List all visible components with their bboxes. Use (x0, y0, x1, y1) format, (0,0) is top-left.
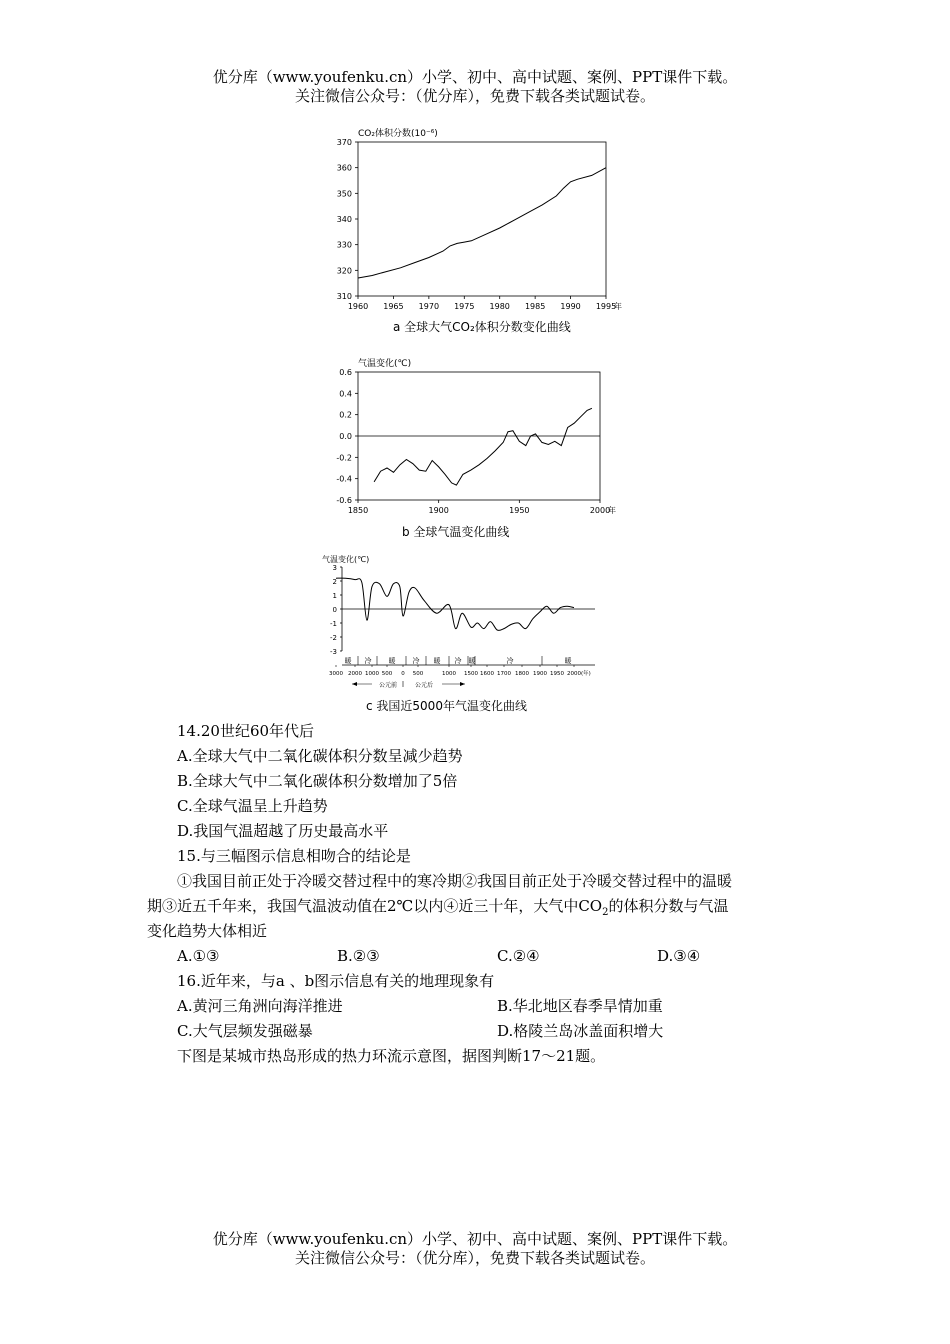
x-tick-label: 1990 (560, 302, 581, 311)
x-tick-label: 0 (401, 671, 405, 677)
q14-stem: 14.20世纪60年代后 (177, 722, 315, 740)
q16-stem: 16.近年来，与a 、b图示信息有关的地理现象有 (177, 972, 495, 990)
q15-statement-line-2 (147, 894, 817, 919)
x-tick-label: 1800 (515, 671, 529, 677)
period-label: 冷 (454, 657, 462, 665)
x-tick-label: 1970 (418, 302, 440, 311)
q14-option-a: A.全球大气中二氧化碳体积分数呈减少趋势 (177, 747, 463, 765)
y-tick-label: 370 (336, 138, 352, 147)
y-tick-label: 330 (336, 240, 352, 250)
era-arrow-left (352, 682, 357, 686)
chart-b-caption: b 全球气温变化曲线 (402, 525, 510, 539)
y-tick-label: 360 (336, 163, 352, 173)
chart-c-svg (300, 551, 640, 696)
x-tick-label: 1965 (383, 302, 404, 311)
y-tick-label: 0.2 (339, 410, 352, 420)
y-tick-label: 0.4 (339, 389, 352, 399)
x-tick-label: 1000 (442, 671, 456, 677)
x-tick-label: 1900 (428, 506, 449, 515)
x-tick-label: 1900 (533, 671, 547, 677)
y-tick-label: -2 (330, 634, 337, 642)
era-label-bc: 公元前 (378, 682, 398, 689)
chart-title: CO₂体积分数(10⁻⁶) (358, 129, 438, 139)
x-tick-label: 2000 (348, 671, 362, 677)
chart-b-svg (300, 346, 640, 526)
x-tick-label: 3000 (329, 671, 343, 677)
x-axis-unit: (年) (581, 671, 591, 677)
era-arrow-right (460, 682, 465, 686)
q15-statement-line-3: 变化趋势大体相近 (147, 922, 268, 940)
x-tick-label: 1600 (480, 671, 494, 677)
q16-options-row-2 (147, 1019, 817, 1044)
x-tick-label: 1995 (595, 302, 617, 311)
x-tick-label: 1960 (347, 302, 369, 311)
y-tick-label: 3 (332, 564, 337, 572)
q15-options (147, 944, 817, 969)
data-curve (336, 578, 574, 630)
chart-title: 气温变化(℃) (322, 555, 370, 564)
q15-option-d: D.③④ (657, 947, 701, 965)
x-axis-unit: 年 (608, 506, 616, 515)
y-tick-label: 0 (332, 606, 337, 614)
x-tick-label: 1850 (347, 506, 369, 515)
period-label: 暖 (564, 657, 572, 665)
chart-title: 气温变化(℃) (358, 359, 412, 369)
q15-line-2-part-b: 的体积分数与气温 (608, 897, 729, 915)
chart-c-caption: c 我国近5000年气温变化曲线 (366, 699, 527, 713)
chart-b-temperature (300, 346, 640, 526)
period-label: 暖 (388, 657, 396, 665)
q15-statement-line-1: ①我国目前正处于冷暖交替过程中的寒冷期②我国目前正处于冷暖交替过程中的温暖 (177, 872, 733, 890)
x-tick-label: 1950 (509, 506, 530, 515)
y-tick-label: 0.0 (339, 432, 352, 441)
y-tick-label: -1 (330, 620, 337, 628)
y-tick-label: 340 (336, 215, 352, 224)
era-label-ad: 公元后 (414, 682, 434, 689)
data-line (374, 408, 592, 485)
q16-option-a: A.黄河三角洲向海洋推进 (177, 997, 343, 1015)
period-label: 冷 (412, 657, 420, 665)
x-tick-label: 1950 (550, 671, 564, 677)
period-label: 暖 (468, 657, 476, 665)
page-header (0, 68, 950, 106)
chart-a-co2 (300, 122, 640, 322)
x-tick-label: 2000 (567, 671, 581, 677)
y-tick-label: -0.2 (336, 453, 352, 463)
period-label: 暖 (433, 657, 441, 665)
q15-option-c: C.②④ (497, 947, 540, 965)
y-tick-label: -3 (330, 648, 337, 656)
header-line-2: 关注微信公众号：（优分库），免费下载各类试题试卷。 (294, 87, 655, 105)
y-tick-label: -0.4 (336, 474, 352, 484)
x-tick-label: 1500 (464, 671, 478, 677)
y-tick-label: 310 (336, 292, 352, 301)
q16-option-d: D.格陵兰岛冰盖面积增大 (497, 1022, 664, 1040)
q15-option-a: A.①③ (177, 947, 220, 965)
x-tick-label: 500 (412, 671, 424, 677)
q14-option-d: D.我国气温超越了历史最高水平 (177, 822, 389, 840)
chart-a-svg (300, 122, 640, 322)
chart-a-caption: a 全球大气CO₂体积分数变化曲线 (393, 320, 571, 334)
period-label: 冷 (506, 657, 514, 665)
q15-option-b: B.②③ (337, 947, 380, 965)
x-tick-label: 1980 (489, 302, 510, 311)
question-block (147, 719, 817, 1069)
q16-option-c: C.大气层频发强磁暴 (177, 1022, 313, 1040)
y-tick-label: 0.6 (339, 368, 352, 377)
x-tick-label: 1985 (524, 302, 546, 311)
x-tick-label: 1700 (497, 671, 511, 677)
x-tick-label: 1975 (454, 302, 475, 311)
footer-line-1: 优分库（www.youfenku.cn）小学、初中、高中试题、案例、PPT课件下载。 (212, 1230, 738, 1248)
plot-frame (358, 142, 606, 296)
x-tick-label: 2000 (589, 506, 611, 515)
x-tick-label: 500 (381, 671, 393, 677)
header-line-1: 优分库（www.youfenku.cn）小学、初中、高中试题、案例、PPT课件下载。 (212, 68, 738, 86)
y-tick-label: 2 (332, 578, 337, 586)
data-line (358, 168, 606, 278)
intro-17-21: 下图是某城市热岛形成的热力环流示意图，据图判断17～21题。 (177, 1047, 606, 1065)
q16-options-row-1 (147, 994, 817, 1019)
page-footer (0, 1230, 950, 1268)
period-label: 冷 (364, 657, 372, 665)
co2-subscript: 2 (602, 907, 609, 918)
y-tick-label: -0.6 (336, 496, 352, 505)
chart-c-china-temperature (300, 551, 640, 696)
period-label: 暖 (344, 657, 352, 665)
q14-option-b: B.全球大气中二氧化碳体积分数增加了5倍 (177, 772, 458, 790)
q16-option-b: B.华北地区春季旱情加重 (497, 997, 663, 1015)
q15-line-2-part-a: 期③近五千年来，我国气温波动值在2℃以内④近三十年，大气中CO (147, 897, 603, 915)
x-tick-label: 1000 (365, 671, 379, 677)
x-axis-unit: 年 (614, 302, 622, 311)
footer-line-2: 关注微信公众号：（优分库），免费下载各类试题试卷。 (294, 1249, 655, 1267)
y-tick-label: 320 (336, 266, 352, 276)
q14-option-c: C.全球气温呈上升趋势 (177, 797, 328, 815)
y-tick-label: 1 (332, 592, 337, 600)
y-tick-label: 350 (336, 189, 352, 199)
q15-stem: 15.与三幅图示信息相吻合的结论是 (177, 847, 411, 865)
